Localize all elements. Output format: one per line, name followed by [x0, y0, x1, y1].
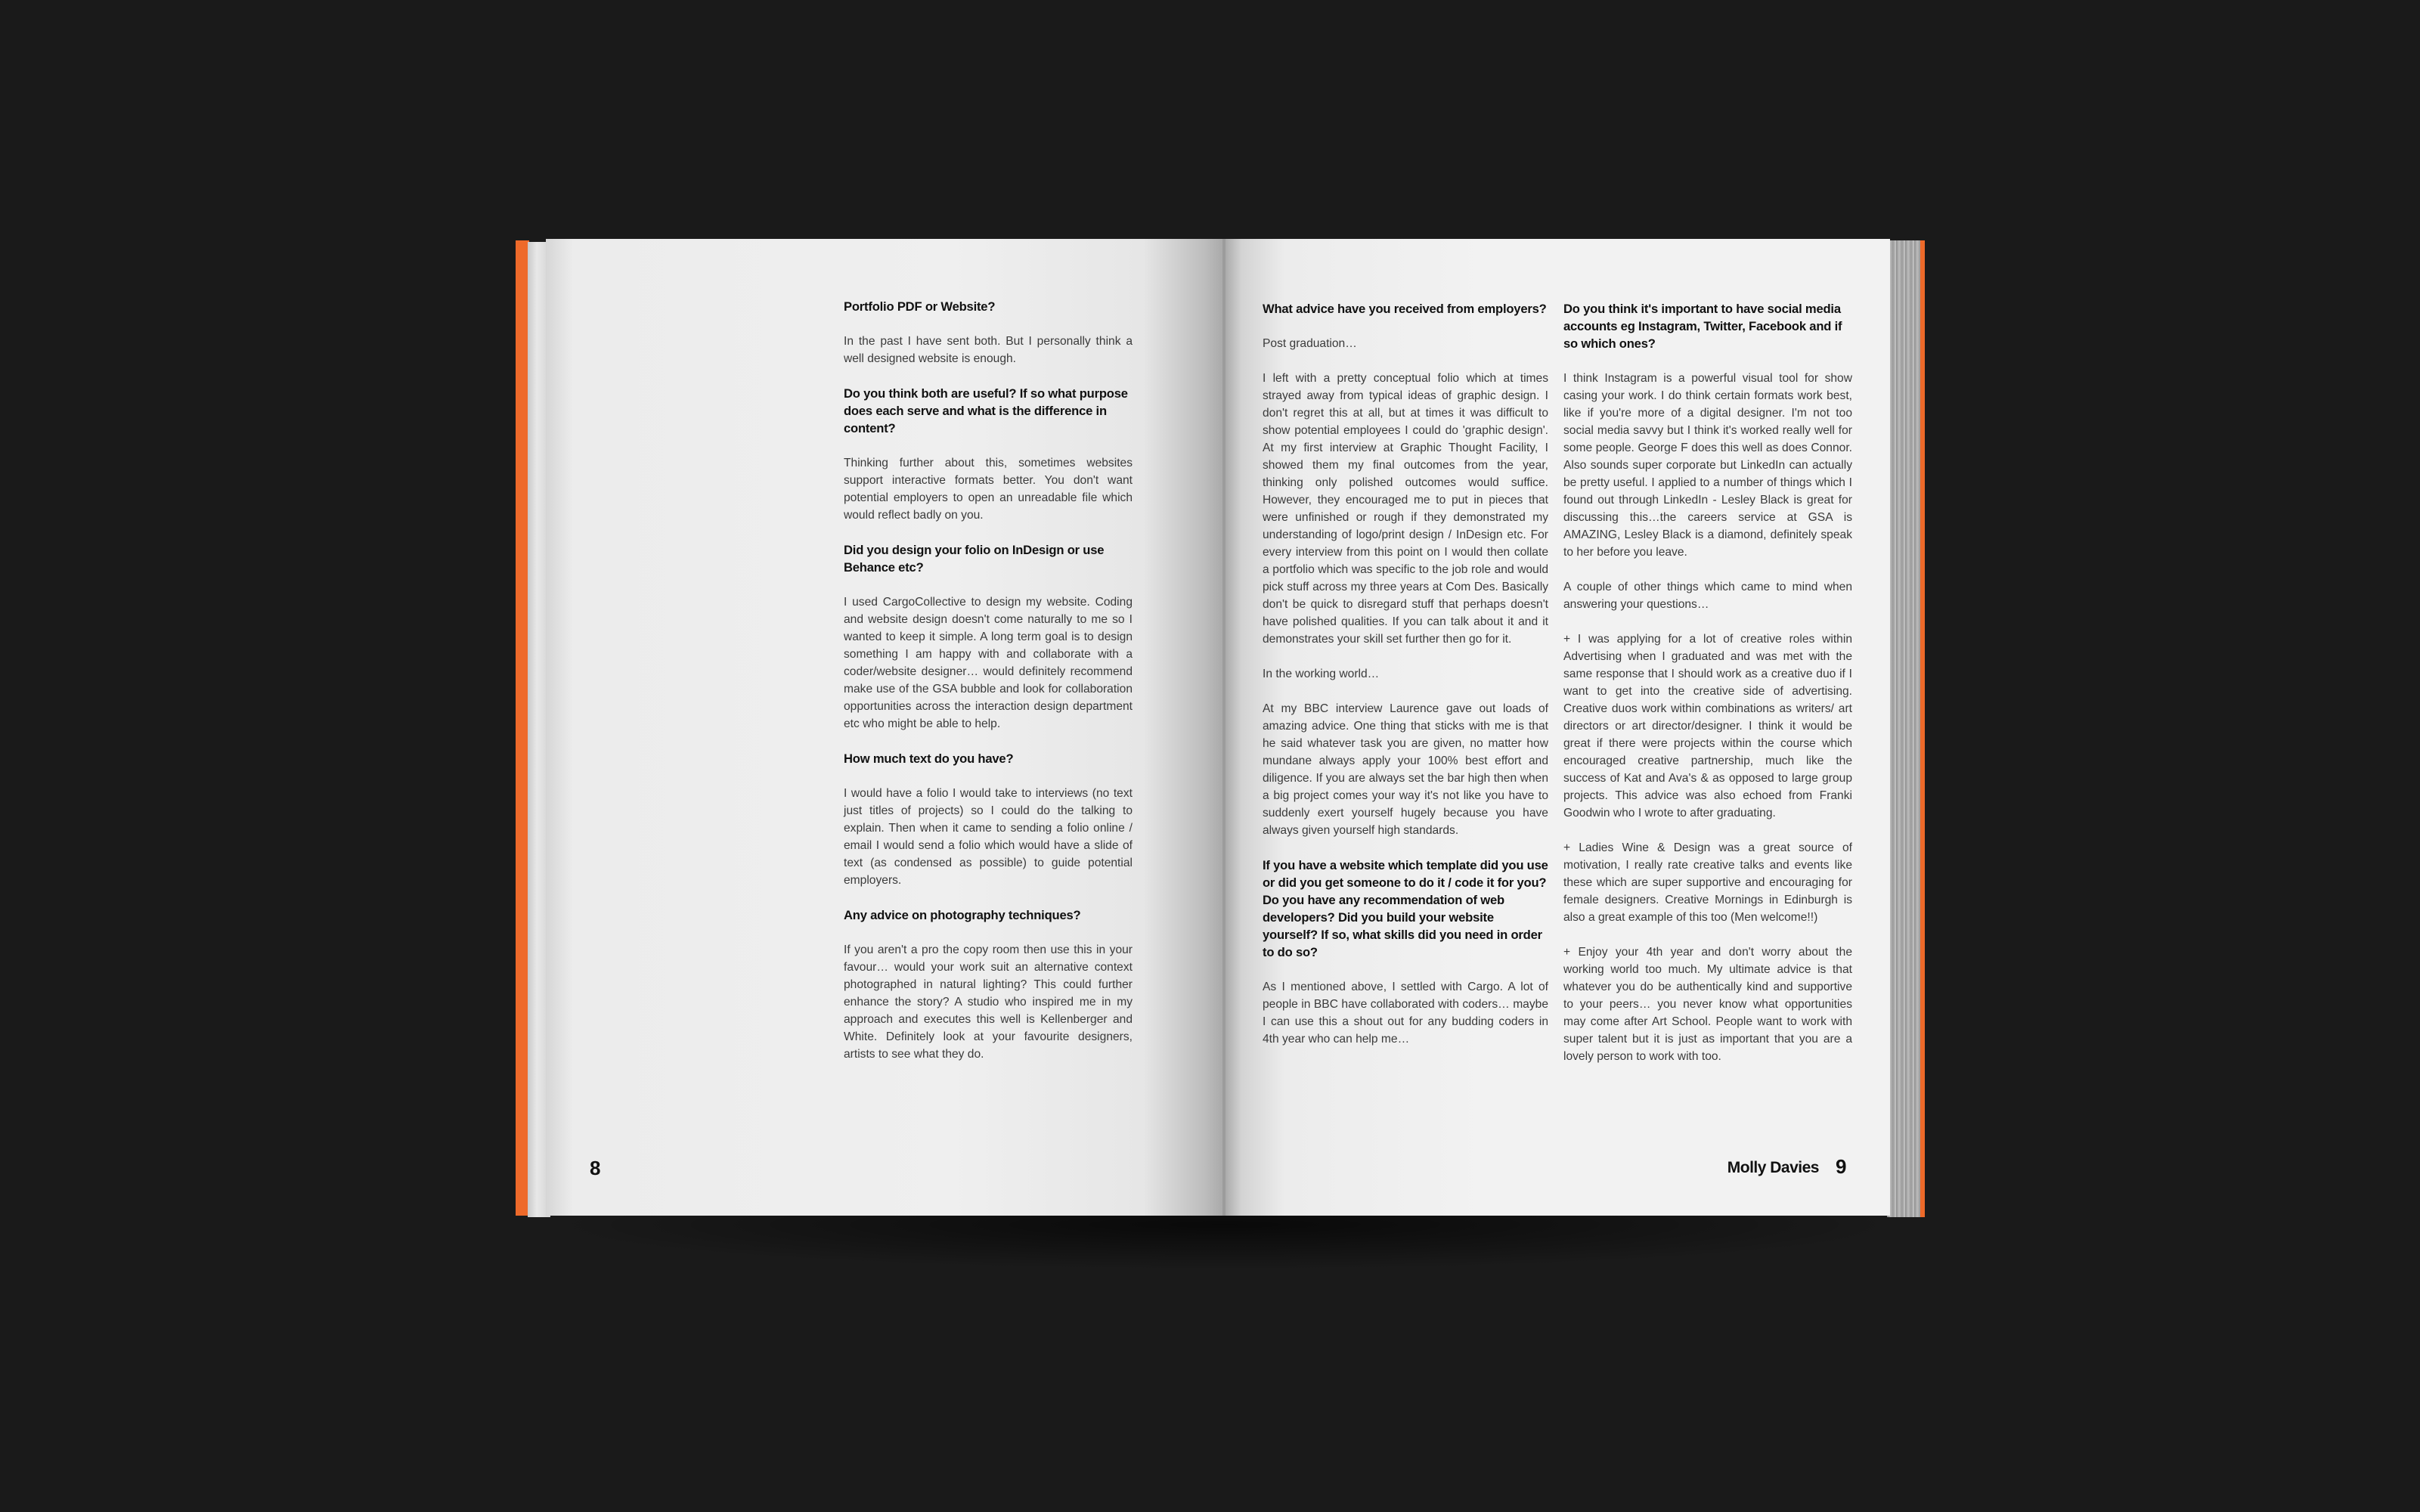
right-page-column-1 — [1263, 300, 1548, 1065]
answer-paragraph: Post graduation… — [1263, 337, 1357, 350]
question-heading: How much text do you have? — [844, 751, 1014, 766]
answer-paragraph: + Enjoy your 4th year and don't worry about the working world too much. My ultimate advice is that whatever you do be authentically kind and supportive to your peers… you never know what opportunities may come after Art School. People want to work with super talent but it is just as important that you are a lovely person to work with too. — [1563, 946, 1852, 1063]
question-heading: Any advice on photography techniques? — [844, 908, 1081, 922]
answer-paragraph: I think Instagram is a powerful visual tool for show casing your work. I do think certain formats work best, like if you're more of a digital designer. I'm not too social media savvy but I think it's worked really well for some people. George F does this well as does Connor. Also sounds super corporate but LinkedIn can actually be pretty useful. I applied to a number of things which I found out through LinkedIn - Lesley Black is great for discussing this…the careers service at GSA is AMAZING, Lesley Black is a diamond, definitely speak to her before you leave. — [1563, 372, 1852, 559]
right-page-number: 9 — [1836, 1155, 1847, 1178]
answer-paragraph: At my BBC interview Laurence gave out loads of amazing advice. One thing that sticks with me is that he said whatever task you are given, no matter how mundane always apply your 100% best effort and diligence. If you are always set the bar high then when a big project comes your way it's not like you have to suddenly exert yourself hugely because you have always given yourself high standards. — [1263, 702, 1548, 837]
question-heading: Did you design your folio on InDesign or use Behance etc? — [844, 543, 1105, 575]
question-heading: If you have a website which template did you use or did you get someone to do it / code it for you? Do you have any recommendation of web developers? Did you build your website yourself? If so, what skills did you need in order to do so? — [1263, 858, 1548, 959]
answer-paragraph: I would have a folio I would take to interviews (no text just titles of projects) so I could do the talking to explain. Then when it came to sending a folio online / email I would send a folio which would have a slide of text (as condensed as possible) to guide potential employers. — [844, 787, 1133, 887]
question-heading: What advice have you received from employers? — [1263, 302, 1547, 316]
question-heading: Do you think both are useful? If so what purpose does each serve and what is the difference in content? — [844, 386, 1128, 435]
answer-paragraph: I left with a pretty conceptual folio which at times strayed away from typical ideas of graphic design. I don't regret this at all, but at times it was difficult to show potential employees I could do 'graphic design'. At my first interview at Graphic Thought Facility, I showed them my final outcomes from the year, thinking only polished outcomes would suffice. However, they encouraged me to put in pieces that were unfinished or rough if they demonstrated my understanding of logo/print design / InDesign etc. For every interview from this point on I would then collate a portfolio which was specific to the job role and would pick stuff across my three years at Com Des. Basically don't be quick to disregard stuff that perhaps doesn't have polished qualities. If you can talk about it and it demonstrates your skill set further then go for it. — [1263, 372, 1548, 646]
left-page-number: 8 — [590, 1157, 601, 1179]
answer-paragraph: A couple of other things which came to mind when answering your questions… — [1563, 581, 1852, 611]
right-page-stack — [1887, 240, 1922, 1217]
answer-paragraph: In the working world… — [1263, 668, 1380, 680]
answer-paragraph: Thinking further about this, sometimes websites support interactive formats better. You don't want potential employers to open an unreadable file which would reflect badly on you. — [844, 457, 1133, 522]
right-page-column-2 — [1563, 300, 1852, 1083]
answer-paragraph: + I was applying for a lot of creative roles within Advertising when I graduated and was met with the same response that I should work as a creative duo if I want to get into the creative side of advertising. Creative duos work within combinations as writers/ art directors or art director/designer. I think it would be great if there were projects within the course which encouraged creative partnership, much like the success of Kat and Ava's & as opposed to large group projects. This advice was also echoed from Franki Goodwin who I wrote to after graduating. — [1563, 633, 1852, 820]
answer-paragraph: If you aren't a pro the copy room then use this in your favour… would your work suit an alternative context photographed in natural lighting? This could further enhance the story? A studio who inspired me in my approach and executes this well is Kellenberger and White. Definitely look at your favourite designers, artists to see what they do. — [844, 943, 1133, 1061]
left-page-column — [844, 298, 1133, 1080]
spine-gutter — [1222, 239, 1225, 1216]
author-name: Molly Davies — [1727, 1159, 1819, 1176]
answer-paragraph: In the past I have sent both. But I personally think a well designed website is enough. — [844, 335, 1133, 365]
answer-paragraph: I used CargoCollective to design my website. Coding and website design doesn't come naturally to me so I wanted to keep it simple. A long term goal is to design something I am happy with and collaborate with a coder/website designer… would definitely recommend make use of the GSA bubble and look for collaboration opportunities across the interaction design department etc who might be able to help. — [844, 596, 1133, 730]
question-heading: Do you think it's important to have social media accounts eg Instagram, Twitter, Facebook and if so which ones? — [1563, 302, 1842, 351]
question-heading: Portfolio PDF or Website? — [844, 299, 996, 314]
answer-paragraph: + Ladies Wine & Design was a great source of motivation, I really rate creative talks and events like these which are super supportive and encouraging for female designers. Creative Mornings in Edinburgh is also a great example of this too (Men welcome!!) — [1563, 841, 1852, 924]
answer-paragraph: As I mentioned above, I settled with Cargo. A lot of people in BBC have collaborated with coders… maybe I can use this a shout out for any budding coders in 4th year who can help me… — [1263, 981, 1548, 1046]
orange-back-cover-edge — [1920, 240, 1925, 1217]
